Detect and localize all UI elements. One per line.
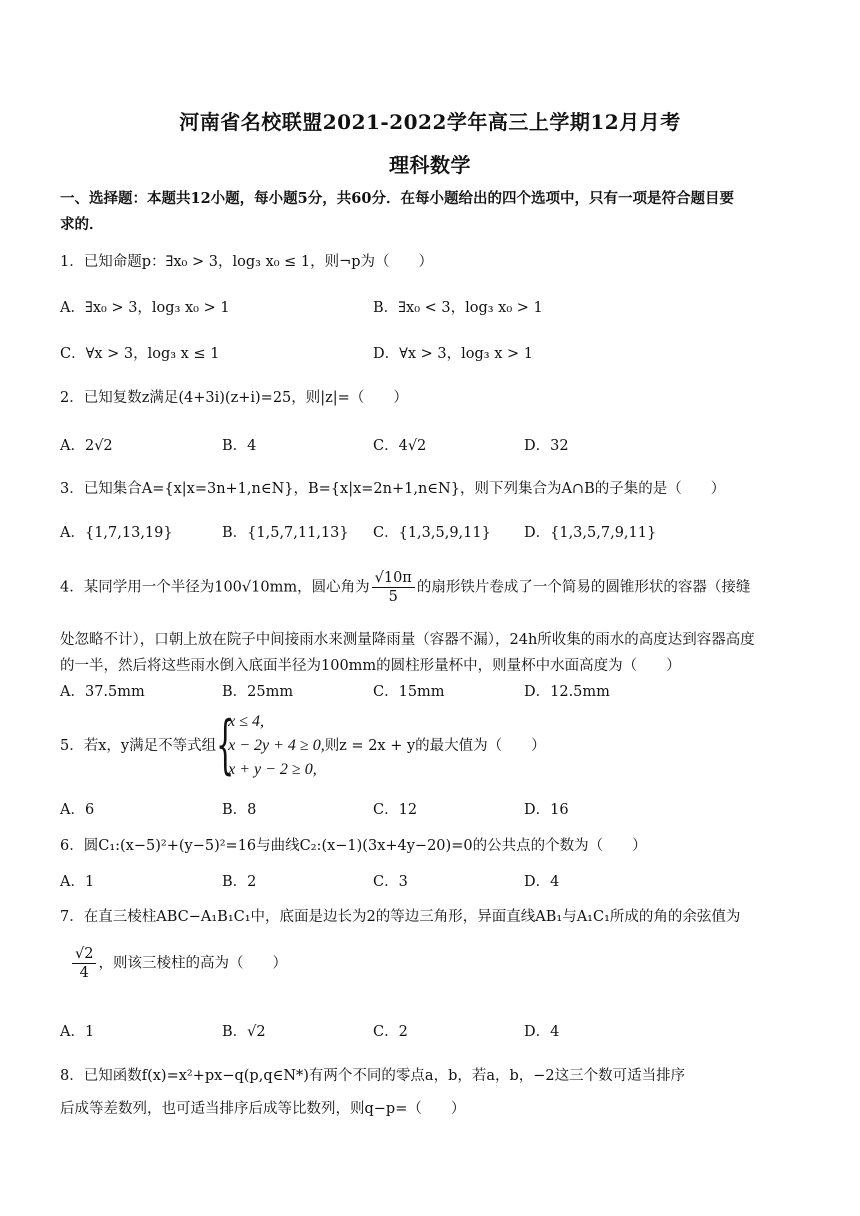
question-stem: 圆C₁:(x−5)²+(y−5)²=16与曲线C₂:(x−1)(3x+4y−20)=0的公共点的个数为（ ） [83, 838, 647, 854]
question-stem-part1: 若x，y满足不等式组 [83, 738, 217, 754]
q4-option-a: A．37.5mm [60, 684, 145, 700]
question-number: 1． [60, 254, 84, 270]
q1-option-d: D．∀x > 3，log₃ x > 1 [373, 346, 533, 362]
inequality-2: x − 2y + 4 ≥ 0, [228, 737, 325, 754]
question-7 [60, 905, 740, 926]
central-angle-fraction [372, 570, 415, 605]
fraction-numerator: √2 [72, 946, 96, 964]
question-stem-part2: ，则该三棱柱的高为（ ） [98, 955, 287, 972]
question-stem: 已知复数z满足(4+3i)(z+i)=25，则|z|=（ ） [83, 390, 408, 406]
q6-option-c: C．3 [373, 874, 408, 890]
question-4 [60, 570, 750, 605]
q7-option-d: D．4 [524, 1024, 560, 1040]
exam-subject: 理科数学 [389, 153, 471, 177]
section-heading-line2: 求的． [60, 216, 104, 233]
question-6 [60, 834, 647, 855]
question-8 [60, 1064, 685, 1085]
q2-option-c: C．4√2 [373, 438, 427, 454]
q4-option-b: B．25mm [222, 684, 294, 700]
q1-option-a: A．∃x₀ > 3，log₃ x₀ > 1 [60, 300, 230, 316]
question-number: 6． [60, 838, 84, 854]
question-stem-part1: 已知函数f(x)=x²+px−q(p,q∈N*)有两个不同的零点a，b，若a，b，−2这三个数可适当排序 [83, 1068, 686, 1084]
question-number: 3． [60, 481, 84, 497]
q1-option-b: B．∃x₀ < 3，log₃ x₀ > 1 [373, 300, 543, 316]
q6-option-b: B．2 [222, 874, 257, 890]
cosine-fraction [72, 946, 96, 981]
fraction-denominator: 5 [388, 589, 398, 605]
question-1 [60, 250, 433, 271]
q5-option-d: D．16 [524, 802, 569, 818]
question-2 [60, 386, 408, 407]
q2-option-b: B．4 [222, 438, 257, 454]
q3-option-d: D．{1,3,5,7,9,11} [524, 525, 657, 541]
exam-title: 河南省名校联盟2021-2022学年高三上学期12月月考 [179, 110, 681, 134]
q5-option-b: B．8 [222, 802, 257, 818]
inequality-3: x + y − 2 ≥ 0, [228, 761, 317, 778]
q3-option-c: C．{1,3,5,9,11} [373, 525, 491, 541]
question-number: 4． [60, 579, 84, 596]
q4-option-c: C．15mm [373, 684, 445, 700]
q7-option-a: A．1 [60, 1024, 95, 1040]
q1-option-c: C．∀x > 3，log₃ x ≤ 1 [60, 346, 220, 362]
question-4-line3: 的一半，然后将这些雨水倒入底面半径为100mm的圆柱形量杯中，则量杯中水面高度为（ ） [60, 658, 681, 674]
q5-option-a: A．6 [60, 802, 95, 818]
q7-option-c: C．2 [373, 1024, 408, 1040]
q4-option-d: D．12.5mm [524, 684, 610, 700]
left-brace: { [216, 708, 235, 782]
q2-option-d: D．32 [524, 438, 569, 454]
question-7-line2 [70, 946, 287, 981]
fraction-denominator: 4 [79, 965, 89, 981]
question-number: 7． [60, 909, 84, 925]
question-stem-part2: 的扇形铁片卷成了一个简易的圆锥形状的容器（接缝 [416, 579, 751, 596]
q2-option-a: A．2√2 [60, 438, 113, 454]
question-number: 8． [60, 1068, 84, 1084]
q5-option-c: C．12 [373, 802, 418, 818]
question-stem-part2: 则z = 2x + y的最大值为（ ） [324, 738, 546, 754]
inequality-1: x ≤ 4, [228, 713, 264, 730]
question-8-line2: 后成等差数列，也可适当排序后成等比数列，则q−p=（ ） [60, 1101, 466, 1117]
q3-option-a: A．{1,7,13,19} [60, 525, 173, 541]
q7-option-b: B．√2 [222, 1024, 266, 1040]
question-number: 2． [60, 390, 84, 406]
question-3 [60, 477, 725, 498]
q3-option-b: B．{1,5,7,11,13} [222, 525, 349, 541]
question-stem: 已知集合A={x|x=3n+1,n∈N}，B={x|x=2n+1,n∈N}，则下列集合为A∩B的子集的是（ ） [83, 481, 726, 497]
question-5 [60, 710, 546, 782]
question-stem-part1: 在直三棱柱ABC−A₁B₁C₁中，底面是边长为2的等边三角形，异面直线AB₁与A₁C₁所成的角的余弦值为 [83, 909, 741, 925]
inequality-system [216, 710, 325, 782]
question-number: 5． [60, 738, 84, 754]
question-stem: 已知命题p：∃x₀ > 3，log₃ x₀ ≤ 1，则¬p为（ ） [83, 254, 434, 270]
section-heading-line1: 一、选择题：本题共12小题，每小题5分，共60分．在每小题给出的四个选项中，只有一项是符合题目要 [60, 190, 734, 207]
q6-option-d: D．4 [524, 874, 560, 890]
fraction-numerator: √10π [372, 570, 415, 588]
q6-option-a: A．1 [60, 874, 95, 890]
question-stem-part1: 某同学用一个半径为100√10mm，圆心角为 [83, 579, 370, 596]
question-4-line2: 处忽略不计），口朝上放在院子中间接雨水来测量降雨量（容器不漏），24h所收集的雨水的高度达到容器高度 [60, 632, 755, 648]
